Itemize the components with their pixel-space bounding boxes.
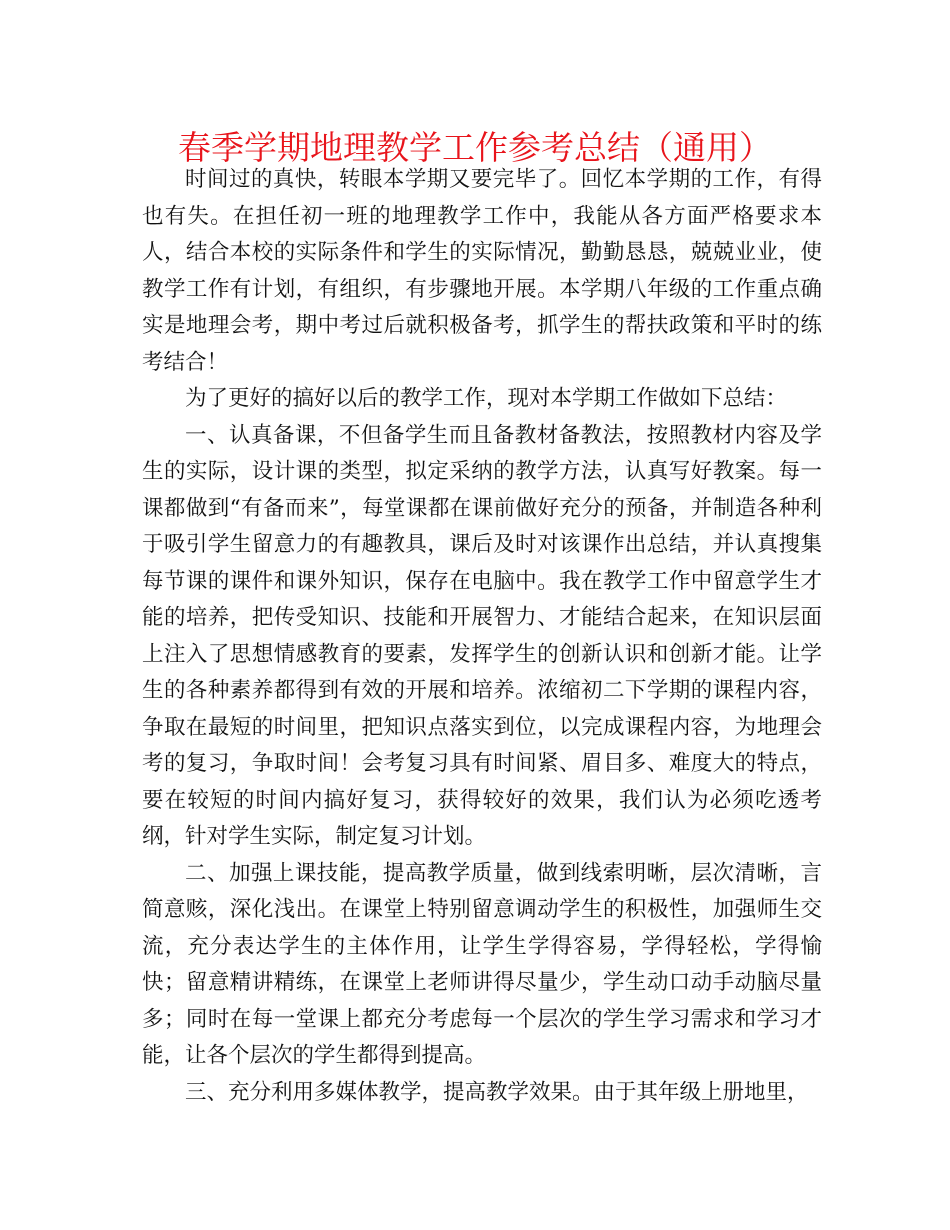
- paragraph-intro: 时间过的真快，转眼本学期又要完毕了。回忆本学期的工作，有得也有失。在担任初一班的地理教学工作中，我能从各方面严格要求本人，结合本校的实际条件和学生的实际情况，勤勤恳恳，兢兢业业，使教学工作有计划，有组织，有步骤地开展。本学期八年级的工作重点确实是地理会考，期中考过后就积极备考，抓学生的帮扶政策和平时的练考结合！: [142, 167, 822, 375]
- paragraph-summary-lead: 为了更好的搞好以后的教学工作，现对本学期工作做如下总结：: [185, 386, 788, 411]
- paragraph-section-one: 一、认真备课，不但备学生而且备教材备教法，按照教材内容及学生的实际，设计课的类型，拟定采纳的教学方法，认真写好教案。每一课都做到“有备而来”，每堂课都在课前做好充分的预备，并制造各种利于吸引学生留意力的有趣教具，课后及时对该课作出总结，并认真搜集每节课的课件和课外知识，保存在电脑中。我在教学工作中留意学生才能的培养，把传受知识、技能和开展智力、才能结合起来，在知识层面上注入了思想情感教育的要素，发挥学生的创新认识和创新才能。让学生的各种素养都得到有效的开展和培养。浓缩初二下学期的课程内容，争取在最短的时间里，把知识点落实到位，以完成课程内容，为地理会考的复习，争取时间！会考复习具有时间紧、眉目多、难度大的特点，要在较短的时间内搞好复习，获得较好的效果，我们认为必须吃透考纲，针对学生实际，制定复习计划。: [142, 422, 822, 849]
- paragraph-section-two: 二、加强上课技能，提高教学质量，做到线索明晰，层次清晰，言简意赅，深化浅出。在课堂上特别留意调动学生的积极性，加强师生交流，充分表达学生的主体作用，让学生学得容易，学得轻松，学得愉快；留意精讲精练，在课堂上老师讲得尽量少，学生动口动手动脑尽量多；同时在每一堂课上都充分考虑每一个层次的学生学习需求和学习才能，让各个层次的学生都得到提高。: [142, 860, 822, 1068]
- paragraph-section-three: 三、充分利用多媒体教学，提高教学效果。由于其年级上册地里，: [185, 1079, 809, 1105]
- document-body: [142, 162, 822, 1111]
- document-title: 春季学期地理教学工作参考总结（通用）: [178, 128, 772, 167]
